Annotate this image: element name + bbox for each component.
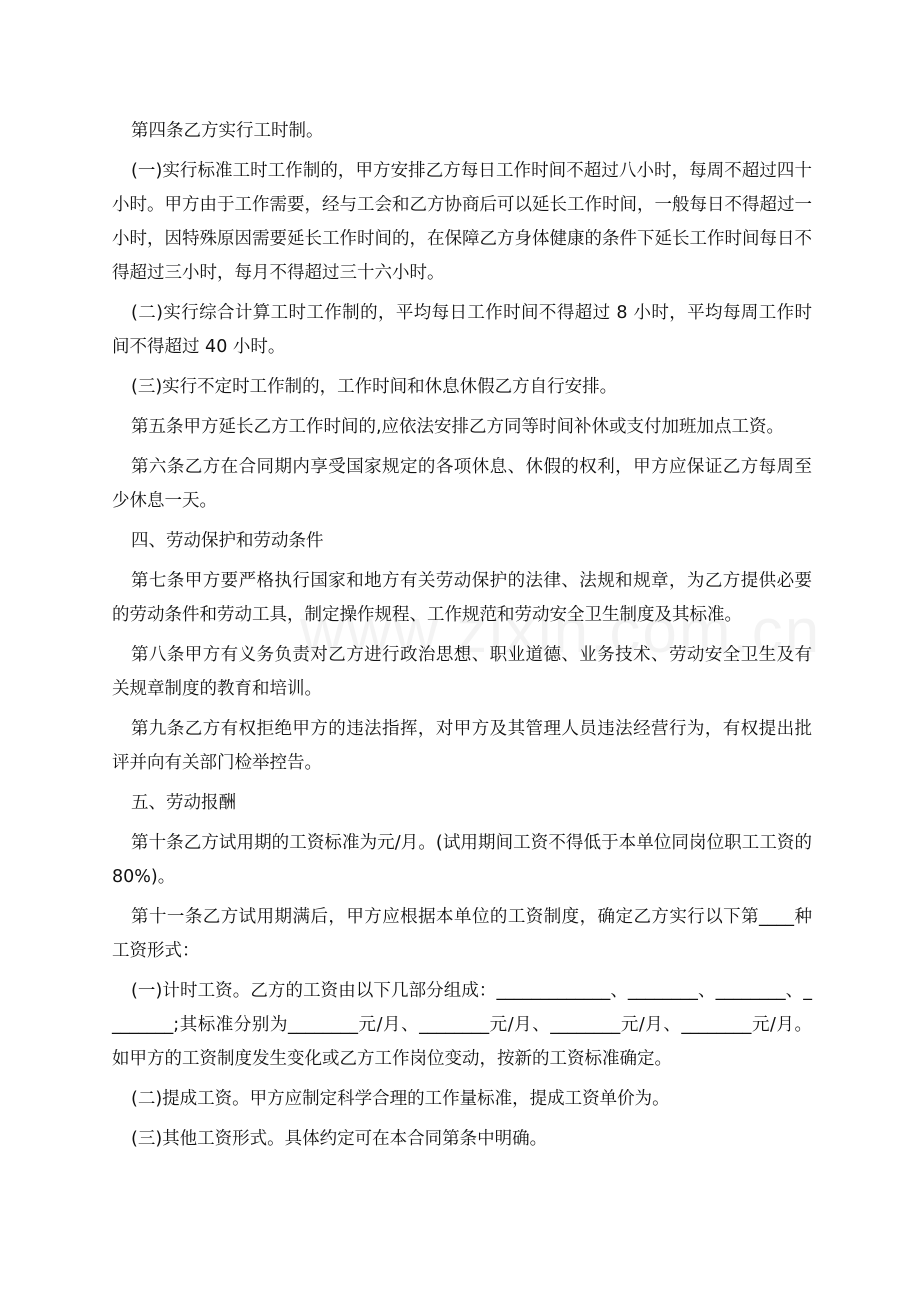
paragraph-other-wage: (三)其他工资形式。具体约定可在本合同第条中明确。 [131, 1129, 548, 1149]
paragraph-article-11: 第十一条乙方试用期满后，甲方应根据本单位的工资制度，确定乙方实行以下第____种工资形式： [112, 907, 812, 961]
paragraph-flexible-hours: (三)实行不定时工作制的，工作时间和休息休假乙方自行安排。 [131, 377, 618, 397]
paragraph-time-wage: (一)计时工资。乙方的工资由以下几部分组成：_____________、________、________、________;其标准分别为________元/月、________元/月、________元/月、________元/月。如甲方的工资制度发生变化或乙方工作岗位变动，按新的工资标准确定。 [112, 981, 812, 1069]
paragraph-commission-wage: (二)提成工资。甲方应制定科学合理的工作量标准，提成工资单价为。 [131, 1089, 670, 1109]
paragraph-article-7: 第七条甲方要严格执行国家和地方有关劳动保护的法律、法规和规章，为乙方提供必要的劳动条件和劳动工具，制定操作规程、工作规范和劳动安全卫生制度及其标准。 [112, 571, 812, 625]
section-heading-remuneration: 五、劳动报酬 [131, 793, 236, 813]
section-heading-labor-protection: 四、劳动保护和劳动条件 [131, 531, 324, 551]
paragraph-article-4: 第四条乙方实行工时制。 [131, 121, 324, 141]
watermark [300, 596, 821, 667]
paragraph-article-6: 第六条乙方在合同期内享受国家规定的各项休息、休假的权利，甲方应保证乙方每周至少休息一天。 [112, 457, 812, 511]
paragraph-article-5: 第五条甲方延长乙方工作时间的,应依法安排乙方同等时间补休或支付加班加点工资。 [131, 417, 785, 437]
paragraph-comprehensive-hours: (二)实行综合计算工时工作制的，平均每日工作时间不得超过 8 小时，平均每周工作时间不得超过 40 小时。 [112, 303, 812, 357]
paragraph-article-8: 第八条甲方有义务负责对乙方进行政治思想、职业道德、业务技术、劳动安全卫生及有关规章制度的教育和培训。 [112, 645, 812, 699]
paragraph-standard-hours: (一)实行标准工时工作制的，甲方安排乙方每日工作时间不超过八小时，每周不超过四十小时。甲方由于工作需要，经与工会和乙方协商后可以延长工作时间，一般每日不得超过一小时，因特殊原因需要延长工作时间的，在保障乙方身体健康的条件下延长工作时间每日不得超过三小时，每月不得超过三十六小时。 [112, 161, 812, 283]
paragraph-article-10: 第十条乙方试用期的工资标准为元/月。(试用期间工资不得低于本单位同岗位职工工资的 80%)。 [112, 833, 818, 887]
paragraph-article-9: 第九条乙方有权拒绝甲方的违法指挥，对甲方及其管理人员违法经营行为，有权提出批评并向有关部门检举控告。 [112, 719, 812, 773]
